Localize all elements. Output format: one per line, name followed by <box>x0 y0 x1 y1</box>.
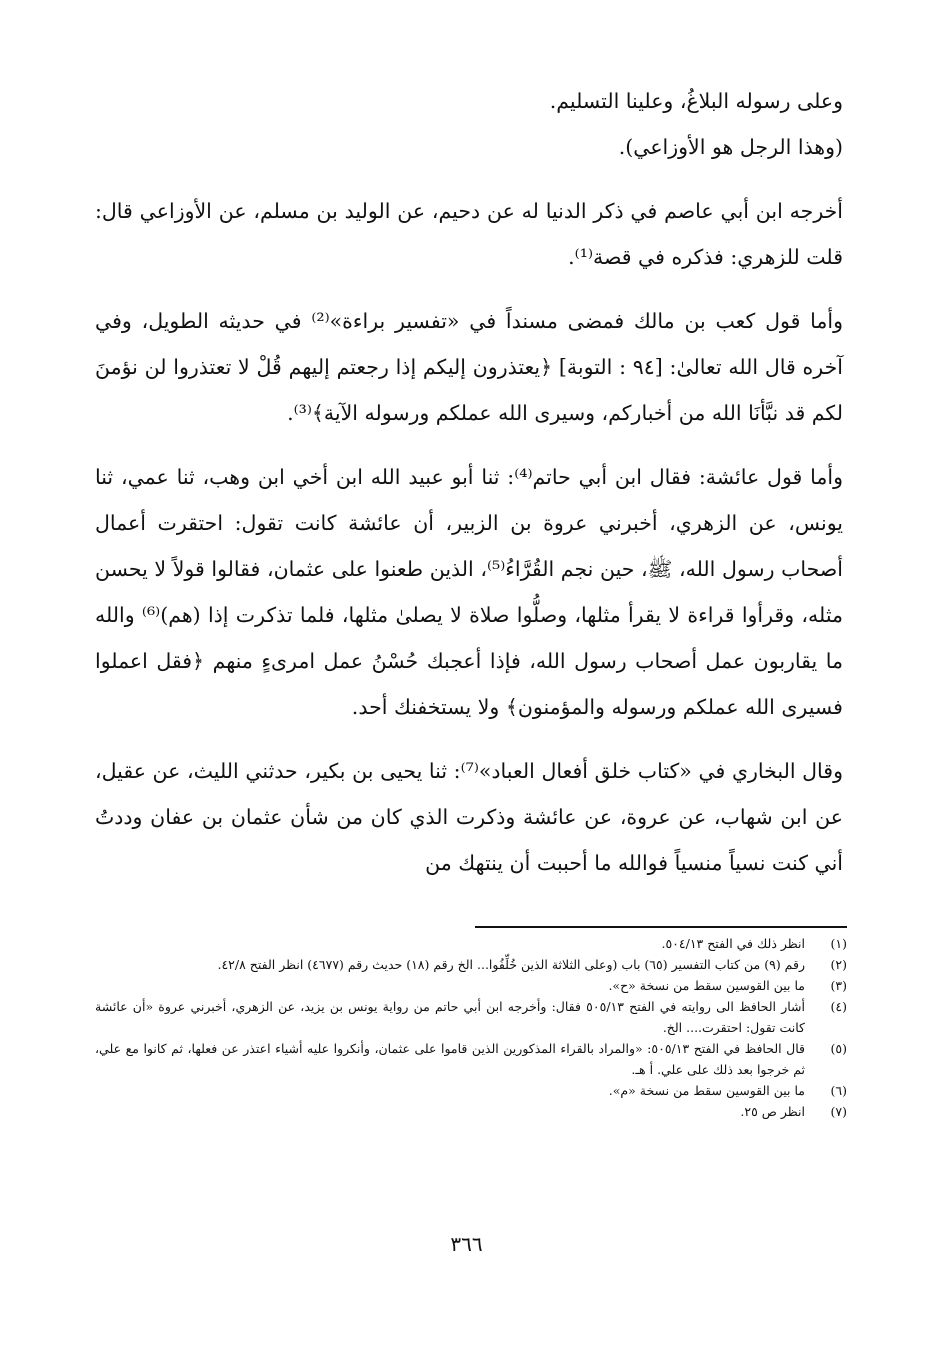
footnote-number: (١) <box>830 936 847 951</box>
footnote-text: ما بين القوسين سقط من نسخة «م». <box>608 1083 805 1098</box>
paragraph-3: وأما قول كعب بن مالك فمضى مسنداً في «تفسير براءة»⁽²⁾ في حديثه الطويل، وفي آخره قال الله تعالىٰ: [٩٤ : التوبة] ﴿يعتذرون إليكم إذا رجعتم إليهم قُلْ لا تعتذروا لن نؤمنَ لكم قد نبَّأنَا الله من أخباركم، وسيرى الله عملكم ورسوله الآية﴾⁽³⁾. <box>95 309 843 425</box>
footnote <box>95 1038 847 1080</box>
footnote <box>95 933 847 954</box>
paragraph-gap <box>95 730 843 748</box>
footnote-number: (٤) <box>830 999 847 1014</box>
paragraph-gap <box>95 280 843 298</box>
footnotes <box>95 933 847 1122</box>
footnote <box>95 954 847 975</box>
footnote-number: (٦) <box>830 1083 847 1098</box>
paragraph-gap <box>95 436 843 454</box>
paragraph-4: وأما قول عائشة: فقال ابن أبي حاتم⁽⁴⁾: ثنا أبو عبيد الله ابن أخي ابن وهب، ثنا عمي، ثنا يونس، عن الزهري، أخبرني عروة بن الزبير، أن عائشة كانت تقول: احتقرت أعمال أصحاب رسول الله، ﷺ، حين نجم القُرَّاءُ⁽⁵⁾، الذين طعنوا على عثمان، فقالوا قولاً لا يحسن مثله، وقرأوا قراءة لا يقرأ مثلها، وصلُّوا صلاة لا يصلىٰ مثلها، فلما تذكرت إذا (هم)⁽⁶⁾ والله ما يقاربون عمل أصحاب رسول الله، فإذا أعجبك حُسْنُ عمل امرىءٍ منهم ﴿فقل اعملوا فسيرى الله عملكم ورسوله والمؤمنون﴾ ولا يستخفنك أحد. <box>95 465 843 719</box>
paragraph-2: أخرجه ابن أبي عاصم في ذكر الدنيا له عن دحيم، عن الوليد بن مسلم، عن الأوزاعي قال: قلت للزهري: فذكره في قصة⁽¹⁾. <box>95 199 843 269</box>
footnote-text: انظر ذلك في الفتح ٥٠٤/١٣. <box>661 936 805 951</box>
footnote-number: (٥) <box>830 1041 847 1056</box>
footnote-separator <box>475 926 847 928</box>
page-number: ٣٦٦ <box>450 1232 483 1256</box>
footnote <box>95 975 847 996</box>
footnote-number: (٣) <box>830 978 847 993</box>
footnote-text: انظر ص ٢٥. <box>740 1104 805 1119</box>
main-text <box>95 78 843 886</box>
footnote <box>95 1101 847 1122</box>
footnote <box>95 1080 847 1101</box>
footnote-text: رقم (٩) من كتاب التفسير (٦٥) باب (وعلى الثلاثة الذين خُلِّفُوا... الخ رقم (١٨) حديث رقم (٤٦٧٧) انظر الفتح ٤٢/٨. <box>217 957 805 972</box>
footnote-text: ما بين القوسين سقط من نسخة «ح». <box>608 978 805 993</box>
paragraph-gap <box>95 170 843 188</box>
footnote-number: (٢) <box>830 957 847 972</box>
footnote <box>95 996 847 1038</box>
footnote-text: قال الحافظ في الفتح ٥٠٥/١٣: «والمراد بالقراء المذكورين الذين قاموا على عثمان، وأنكروا عليه أشياء اعتذر عن فعلها، ثم كانوا مع علي، ثم خرجوا بعد ذلك على علي. أ هـ. <box>95 1041 805 1077</box>
paragraph-5: وقال البخاري في «كتاب خلق أفعال العباد»⁽⁷⁾: ثنا يحيى بن بكير، حدثني الليث، عن عقيل، عن ابن شهاب، عن عروة، عن عائشة وذكرت الذي كان من شأن عثمان بن عفان وددتُ أني كنت نسياً منسياً فوالله ما أحببت أن ينتهك من <box>95 759 843 875</box>
paragraph-1: وعلى رسوله البلاغُ، وعلينا التسليم. (وهذا الرجل هو الأوزاعي). <box>549 89 843 159</box>
footnote-text: أشار الحافظ الى روايته في الفتح ٥٠٥/١٣ فقال: وأخرجه ابن أبي حاتم من رواية يونس بن يزيد، عن الزهري، أخبرني عروة «أن عائشة كانت تقول: احتقرت.... الخ. <box>95 999 805 1035</box>
footnote-number: (٧) <box>830 1104 847 1119</box>
